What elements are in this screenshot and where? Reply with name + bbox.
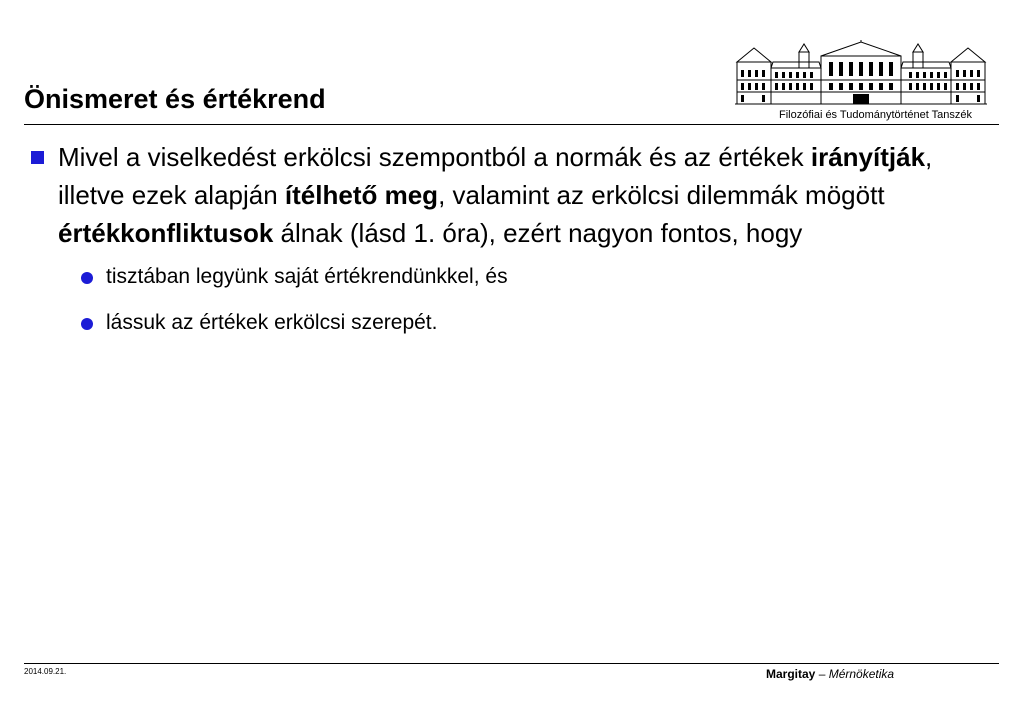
department-name: Filozófiai és Tudománytörténet Tanszék: [778, 109, 972, 121]
footer-credit: [766, 667, 894, 681]
content-list: [24, 138, 999, 354]
round-bullet-icon: [81, 272, 93, 284]
square-bullet-icon: [31, 151, 44, 164]
sub-bullet-item: [24, 308, 999, 338]
footer-separator: –: [815, 667, 829, 681]
main-bullet-item: [24, 138, 999, 252]
main-bullet-text: [58, 142, 932, 248]
header-divider: [24, 124, 999, 125]
text-segment: , valamint az erkölcsi dilemmák mögött: [438, 180, 885, 210]
footer-author: Margitay: [766, 667, 816, 681]
text-segment-bold: irányítják: [810, 142, 926, 172]
round-bullet-icon: [81, 318, 93, 330]
footer-divider: [24, 663, 999, 664]
university-building-logo: [733, 40, 989, 106]
text-segment: álnak (lásd 1. óra), ezért nagyon fontos, hogy: [273, 218, 803, 248]
footer-course: Mérnöketika: [828, 667, 895, 681]
sub-bullet-text: tisztában legyünk saját értékrendünkkel, és: [106, 265, 508, 288]
slide-title: Önismeret és értékrend: [24, 84, 326, 114]
sub-bullet-list: [24, 262, 999, 338]
footer-date: 2014.09.21.: [24, 667, 67, 676]
text-segment-bold: ítélhető meg: [284, 180, 439, 210]
sub-bullet-item: [24, 262, 999, 292]
text-segment: Mivel a viselkedést erkölcsi szempontból a normák és az értékek: [58, 142, 811, 172]
sub-bullet-text: lássuk az értékek erkölcsi szerepét.: [106, 311, 438, 334]
text-segment-bold: értékkonfliktusok: [58, 218, 274, 248]
text-segment: , illetve ezek alapján: [58, 142, 933, 210]
